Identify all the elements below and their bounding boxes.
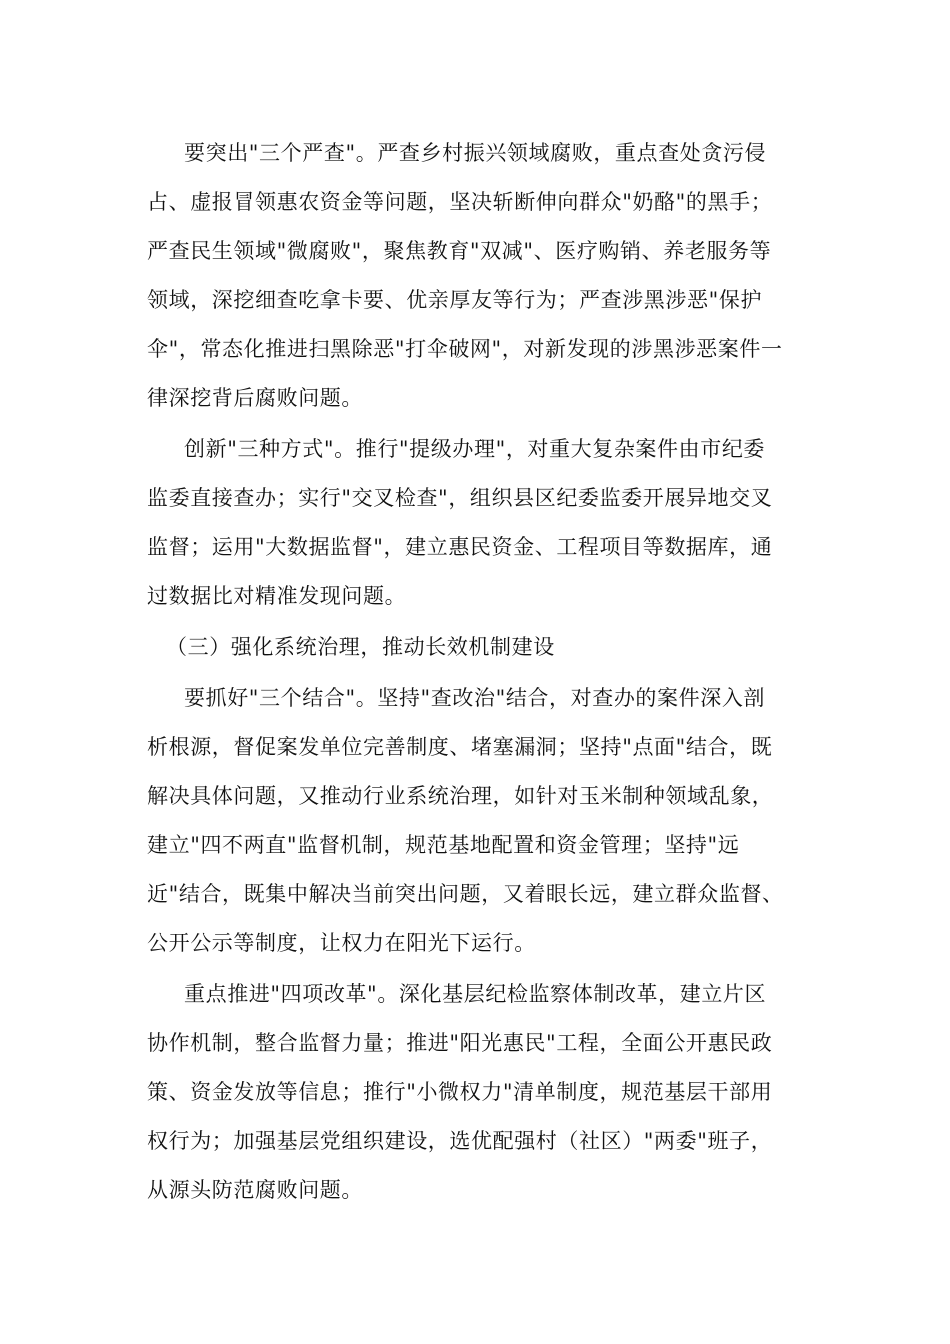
paragraph-4-line-4: 权行为；加强基层党组织建设，选优配强村（社区）"两委"班子， — [147, 1129, 773, 1153]
paragraph-1-line-4: 领域，深挖细查吃拿卡要、优亲厚友等行为；严查涉黑涉恶"保护 — [147, 288, 763, 312]
paragraph-2-line-2: 监委直接查办；实行"交叉检查"，组织县区纪委监委开展异地交叉 — [147, 486, 773, 510]
paragraph-3-line-5: 近"结合，既集中解决当前突出问题，又着眼长远，建立群众监督、 — [147, 882, 784, 906]
paragraph-4-line-5: 从源头防范腐败问题。 — [147, 1178, 363, 1202]
paragraph-2-line-4: 过数据比对精准发现问题。 — [147, 584, 407, 608]
paragraph-4-line-2: 协作机制，整合监督力量；推进"阳光惠民"工程，全面公开惠民政 — [147, 1031, 773, 1055]
paragraph-1-line-6: 律深挖背后腐败问题。 — [147, 386, 363, 410]
paragraph-1-line-2: 占、虚报冒领惠农资金等问题，坚决斩断伸向群众"奶酪"的黑手； — [147, 190, 773, 214]
paragraph-4-line-1: 重点推进"四项改革"。深化基层纪检监察体制改革，建立片区 — [184, 982, 767, 1006]
paragraph-3-line-1: 要抓好"三个结合"。坚持"查改治"结合，对查办的案件深入剖 — [184, 686, 766, 710]
paragraph-3-line-3: 解决具体问题，又推动行业系统治理，如针对玉米制种领域乱象， — [147, 784, 774, 808]
paragraph-2-line-1: 创新"三种方式"。推行"提级办理"，对重大复杂案件由市纪委 — [184, 437, 766, 461]
paragraph-4-line-3: 策、资金发放等信息；推行"小微权力"清单制度，规范基层干部用 — [147, 1080, 773, 1104]
paragraph-2-line-3: 监督；运用"大数据监督"，建立惠民资金、工程项目等数据库，通 — [147, 535, 773, 559]
paragraph-1-line-5: 伞"，常态化推进扫黑除恶"打伞破网"，对新发现的涉黑涉恶案件一 — [147, 337, 783, 361]
paragraph-3-line-6: 公开公示等制度，让权力在阳光下运行。 — [147, 931, 536, 955]
section-heading: （三）强化系统治理，推动长效机制建设 — [166, 635, 555, 659]
paragraph-3-line-4: 建立"四不两直"监督机制，规范基地配置和资金管理；坚持"远 — [147, 833, 740, 857]
paragraph-1-line-1: 要突出"三个严查"。严查乡村振兴领域腐败，重点查处贪污侵 — [184, 141, 767, 165]
paragraph-3-line-2: 析根源，督促案发单位完善制度、堵塞漏洞；坚持"点面"结合，既 — [147, 735, 773, 759]
paragraph-1-line-3: 严查民生领域"微腐败"，聚焦教育"双减"、医疗购销、养老服务等 — [147, 239, 772, 263]
